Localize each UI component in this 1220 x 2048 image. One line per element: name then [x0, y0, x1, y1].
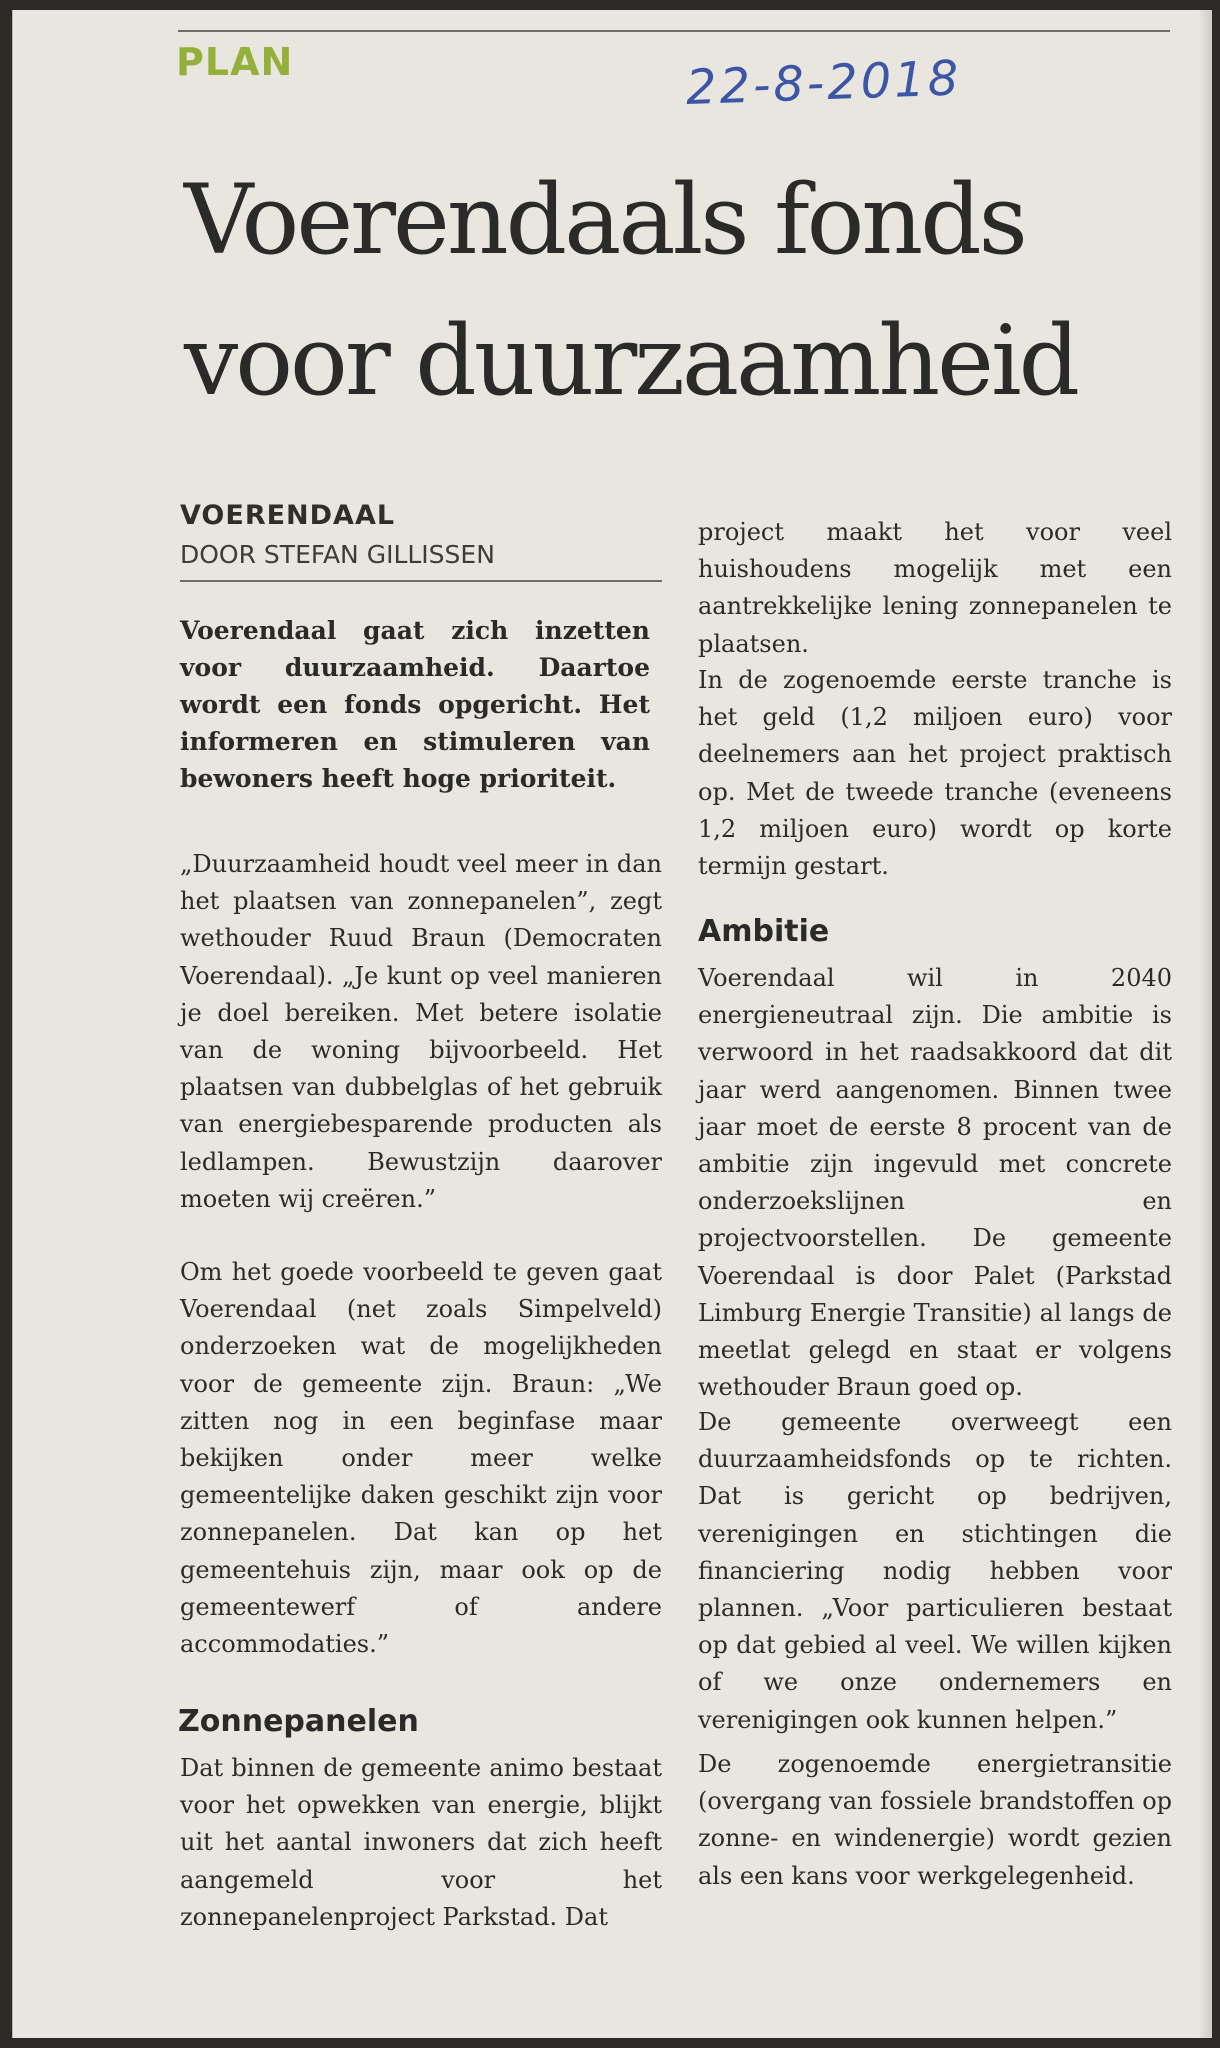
page-shadow — [1198, 10, 1212, 2038]
handwritten-date: 22-8-2018 — [685, 50, 963, 116]
paragraph-project: project maakt het voor veel huishoudens mogelijk met een aantrekkelijke lening zonnepanelen te plaatsen. — [698, 518, 1172, 658]
headline: Voerendaals fonds voor duurzaamheid — [184, 164, 1078, 417]
paragraph-quote-braun: „Duurzaamheid houdt veel meer in dan het plaatsen van zonnepanelen”, zegt wethouder Ruud Braun (Democraten Voerendaal). „Je kunt op veel manieren je doel bereiken. Met betere isolatie van de woning bijvoorbeeld. Het plaatsen van dubbelglas of het gebruik van energiebesparende producten als ledlampen. Bewustzijn daarover moeten wij creëren.” — [180, 850, 662, 1213]
lead-paragraph: Voerendaal gaat zich inzetten voor duurzaamheid. Daartoe wordt een fonds opgericht. Het informeren en stimuleren van bewoners heeft hoge prioriteit. — [180, 616, 650, 793]
paragraph-energy-transition: De zogenoemde energietransitie (overgang van fossiele brandstoffen op zonne- en windenergie) wordt gezien als een kans voor werkgelegenheid. — [698, 1750, 1172, 1890]
paragraph-animo: Dat binnen de gemeente animo bestaat voor het opwekken van energie, blijkt uit het aantal inwoners dat zich heeft aangemeld voor het zonnepanelenproject Parkstad. Dat — [180, 1754, 662, 1931]
subhead-ambitie: Ambitie — [698, 914, 830, 949]
paragraph-good-example: Om het goede voorbeeld te geven gaat Voerendaal (net zoals Simpelveld) onderzoeken wat de mogelijkheden voor de gemeente zijn. Braun: „We zitten nog in een beginfase maar bekijken onder meer welke gemeentelijke daken geschikt zijn voor zonnepanelen. Dat kan op het gemeentehuis zijn, maar ook op de gemeentewerf of andere accommodaties.” — [180, 1258, 662, 1659]
byline-place: VOERENDAAL — [180, 500, 396, 531]
paragraph-ambition: Voerendaal wil in 2040 energieneutraal zijn. Die ambitie is verwoord in het raadsakkoord dat dit jaar werd aangenomen. Binnen twee jaar moet de eerste 8 procent van de ambitie zijn ingevuld met concrete onderzoekslijnen en projectvoorstellen. De gemeente Voerendaal is door Palet (Parkstad Limburg Energie Transitie) al langs de meetlat gelegd en staat er volgens wethouder Braun goed op. — [698, 964, 1172, 1402]
byline-rule — [180, 580, 662, 582]
paragraph-fund: De gemeente overweegt een duurzaamheidsfonds op te richten. Dat is gericht op bedrijven, verenigingen en stichtingen die financiering nodig hebben voor plannen. „Voor particulieren bestaat op dat gebied al veel. We willen kijken of we onze ondernemers en verenigingen ook kunnen helpen.” — [698, 1408, 1172, 1734]
byline-author: DOOR STEFAN GILLISSEN — [180, 540, 495, 569]
section-label: PLAN — [176, 40, 294, 84]
top-rule — [178, 30, 1170, 32]
paragraph-tranche: In de zogenoemde eerste tranche is het geld (1,2 miljoen euro) voor deelnemers aan het project praktisch op. Met de tweede tranche (eveneens 1,2 miljoen euro) wordt op korte termijn gestart. — [698, 666, 1172, 881]
subhead-zonnepanelen: Zonnepanelen — [178, 1704, 419, 1739]
